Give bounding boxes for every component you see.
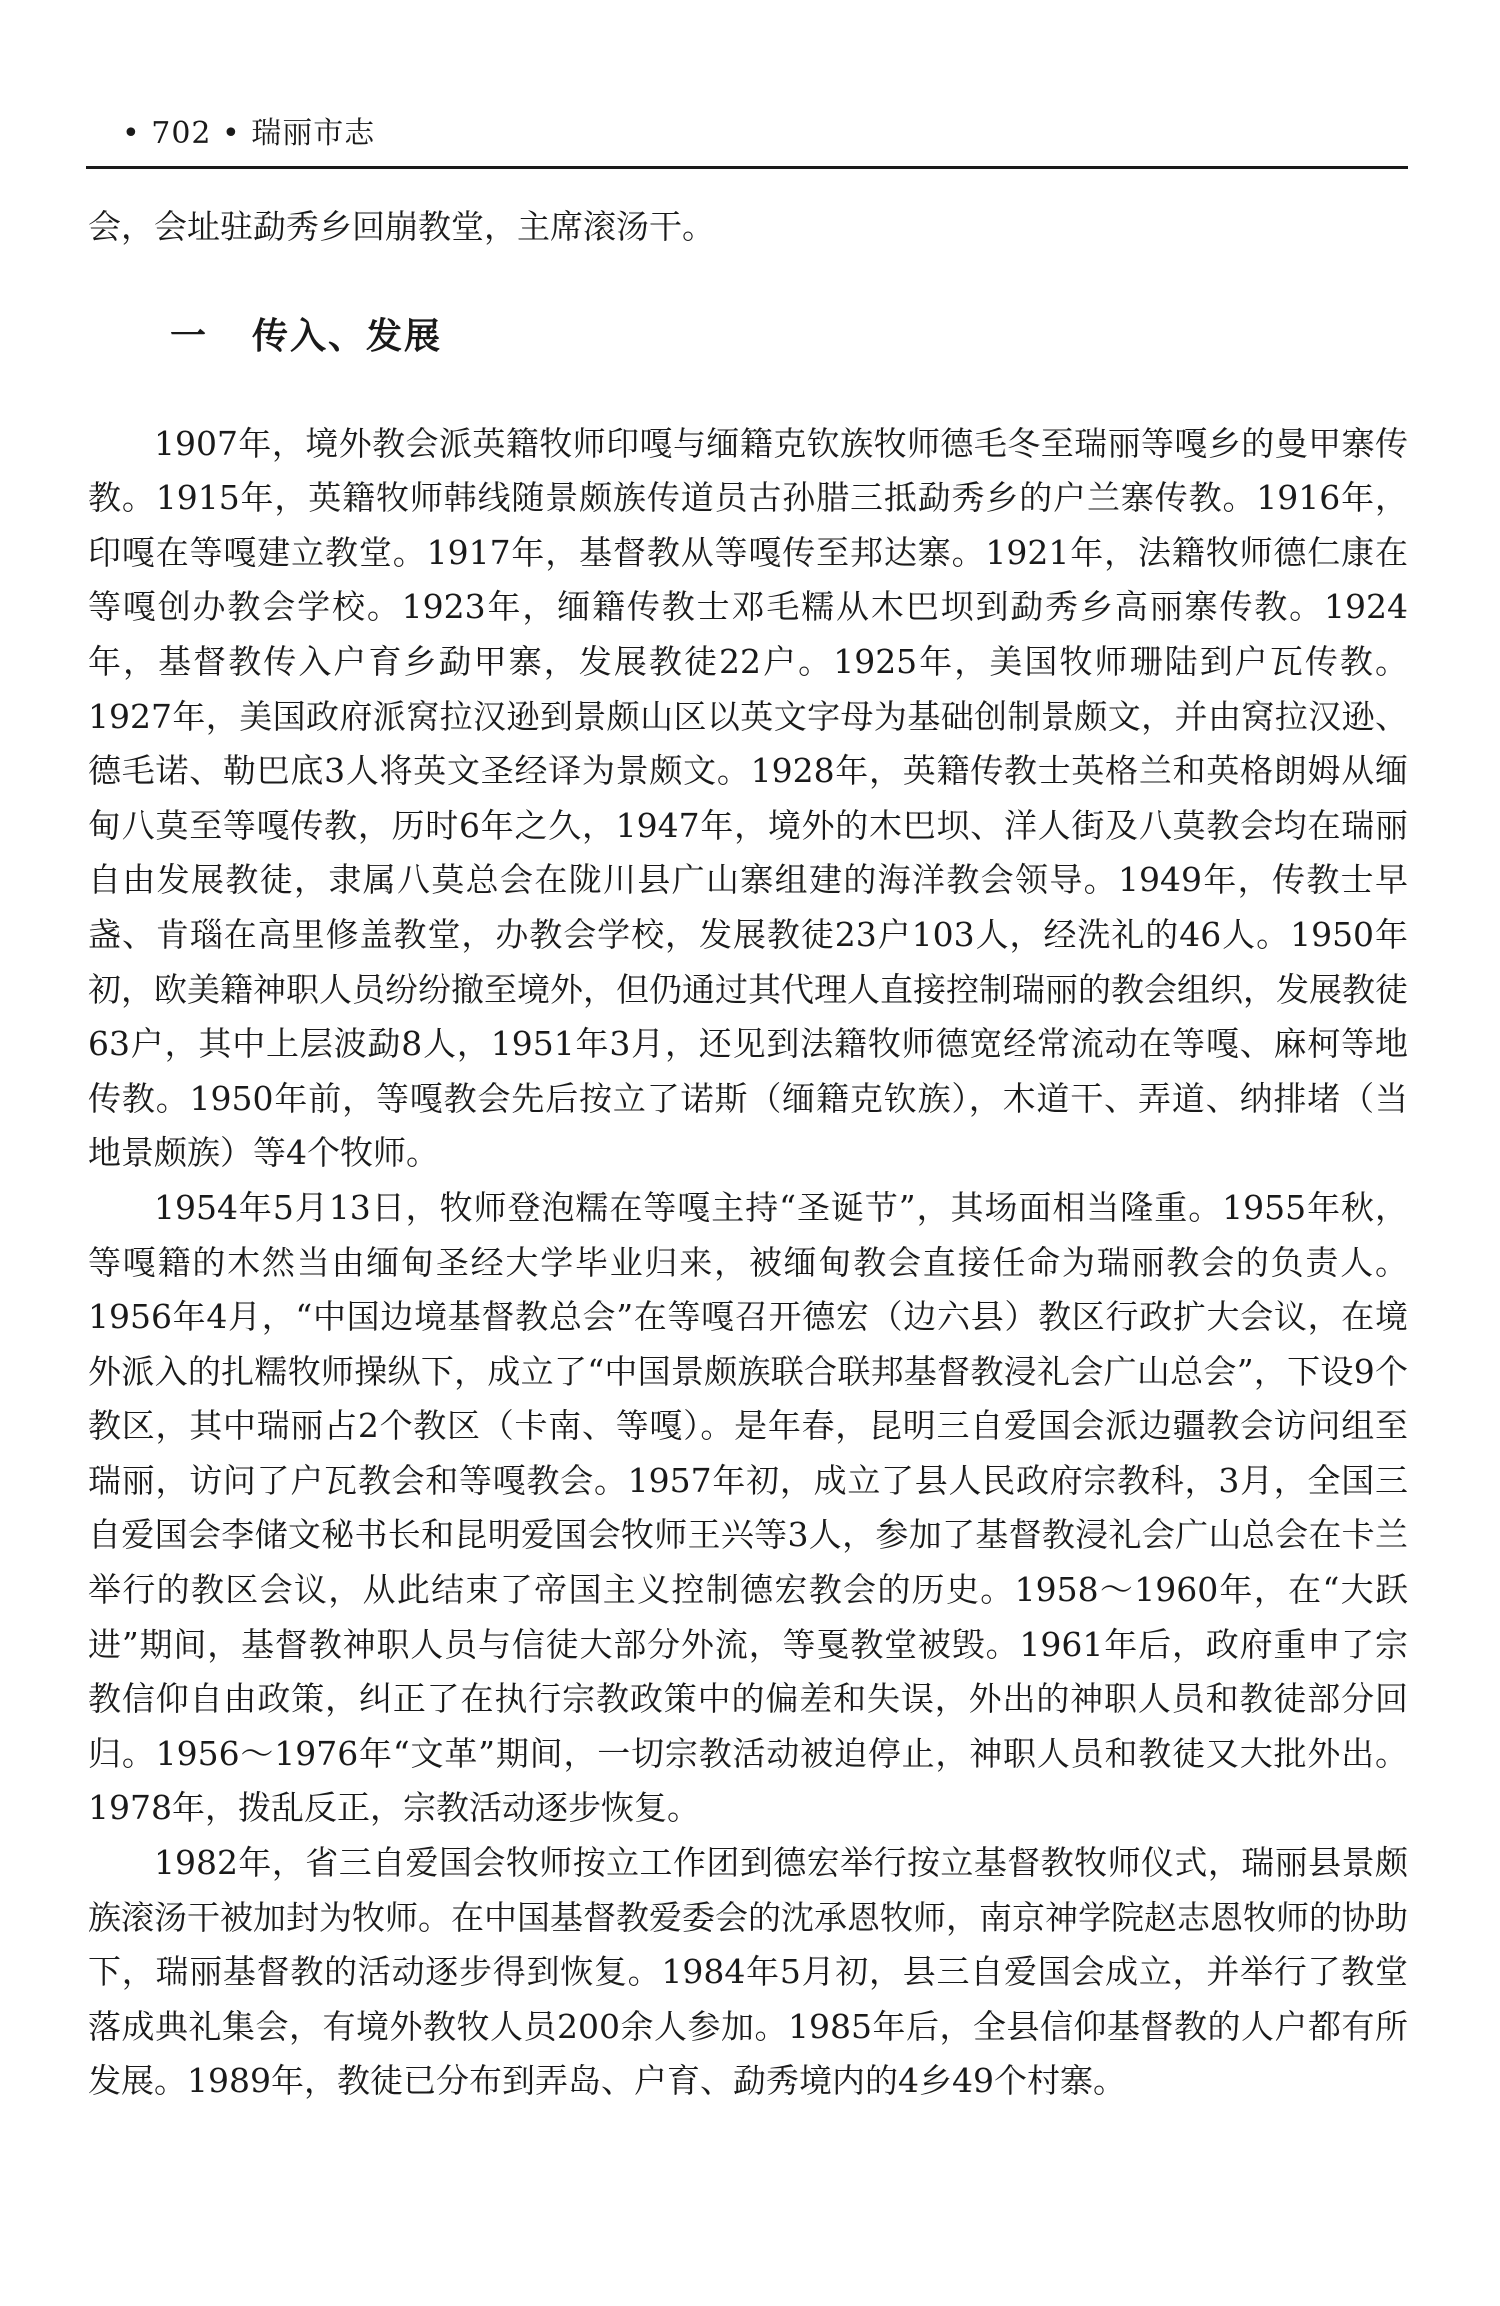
paragraph: 1982年，省三自爱国会牧师按立工作团到德宏举行按立基督教牧师仪式，瑞丽县景颇族滚汤干被加封为牧师。在中国基督教爱委会的沈承恩牧师，南京神学院赵志恩牧师的协助下，瑞丽基督教的活动逐步得到恢复。1984年5月初，县三自爱国会成立，并举行了教堂落成典礼集会，有境外教牧人员200余人参加。1985年后，全县信仰基督教的人户都有所发展。1989年，教徒已分布到弄岛、户育、勐秀境内的4乡49个村寨。 — [88, 1843, 1408, 2101]
section-number: 一 — [170, 315, 209, 357]
running-header: • 702 • 瑞丽市志 — [122, 116, 376, 151]
paragraph: 1907年，境外教会派英籍牧师印嘎与缅籍克钦族牧师德毛冬至瑞丽等嘎乡的曼甲寨传教。1915年，英籍牧师韩线随景颇族传道员古孙腊三抵勐秀乡的户兰寨传教。1916年，印嘎在等嘎建立教堂。1917年，基督教从等嘎传至邦达寨。1921年，法籍牧师德仁康在等嘎创办教会学校。1923年，缅籍传教士邓毛糯从木巴坝到勐秀乡高丽寨传教。1924年，基督教传入户育乡勐甲寨，发展教徒22户。1925年，美国牧师珊陆到户瓦传教。1927年，美国政府派窝拉汉逊到景颇山区以英文字母为基础创制景颇文，并由窝拉汉逊、德毛诺、勒巴底3人将英文圣经译为景颇文。1928年，英籍传教士英格兰和英格朗姆从缅甸八莫至等嘎传教，历时6年之久，1947年，境外的木巴坝、洋人街及八莫教会均在瑞丽自由发展教徒，隶属八莫总会在陇川县广山寨组建的海洋教会领导。1949年，传教士早盏、肯瑙在高里修盖教堂，办教会学校，发展教徒23户103人，经洗礼的46人。1950年初，欧美籍神职人员纷纷撤至境外，但仍通过其代理人直接控制瑞丽的教会组织，发展教徒63户，其中上层波勐8人，1951年3月，还见到法籍牧师德宽经常流动在等嘎、麻柯等地传教。1950年前，等嘎教会先后按立了诺斯（缅籍克钦族），木道干、弄道、纳排堵（当地景颇族）等4个牧师。 — [88, 423, 1408, 1173]
lead-line: 会，会址驻勐秀乡回崩教堂，主席滚汤干。 — [88, 207, 715, 246]
body-text — [88, 200, 1408, 2109]
section-heading — [88, 307, 1408, 367]
header-rule — [86, 166, 1408, 169]
paragraph: 1954年5月13日，牧师登泡糯在等嘎主持“圣诞节”，其场面相当隆重。1955年秋，等嘎籍的木然当由缅甸圣经大学毕业归来，被缅甸教会直接任命为瑞丽教会的负责人。1956年4月，“中国边境基督教总会”在等嘎召开德宏（边六县）教区行政扩大会议，在境外派入的扎糯牧师操纵下，成立了“中国景颇族联合联邦基督教浸礼会广山总会”，下设9个教区，其中瑞丽占2个教区（卡南、等嘎）。是年春，昆明三自爱国会派边疆教会访问组至瑞丽，访问了户瓦教会和等嘎教会。1957年初，成立了县人民政府宗教科，3月，全国三自爱国会李储文秘书长和昆明爱国会牧师王兴等3人，参加了基督教浸礼会广山总会在卡兰举行的教区会议，从此结束了帝国主义控制德宏教会的历史。1958～1960年，在“大跃进”期间，基督教神职人员与信徒大部分外流，等戛教堂被毁。1961年后，政府重申了宗教信仰自由政策，纠正了在执行宗教政策中的偏差和失误，外出的神职人员和教徒部分回归。1956～1976年“文革”期间，一切宗教活动被迫停止，神职人员和教徒又大批外出。1978年，拨乱反正，宗教活动逐步恢复。 — [88, 1187, 1408, 1828]
section-title: 传入、发展 — [252, 315, 443, 357]
